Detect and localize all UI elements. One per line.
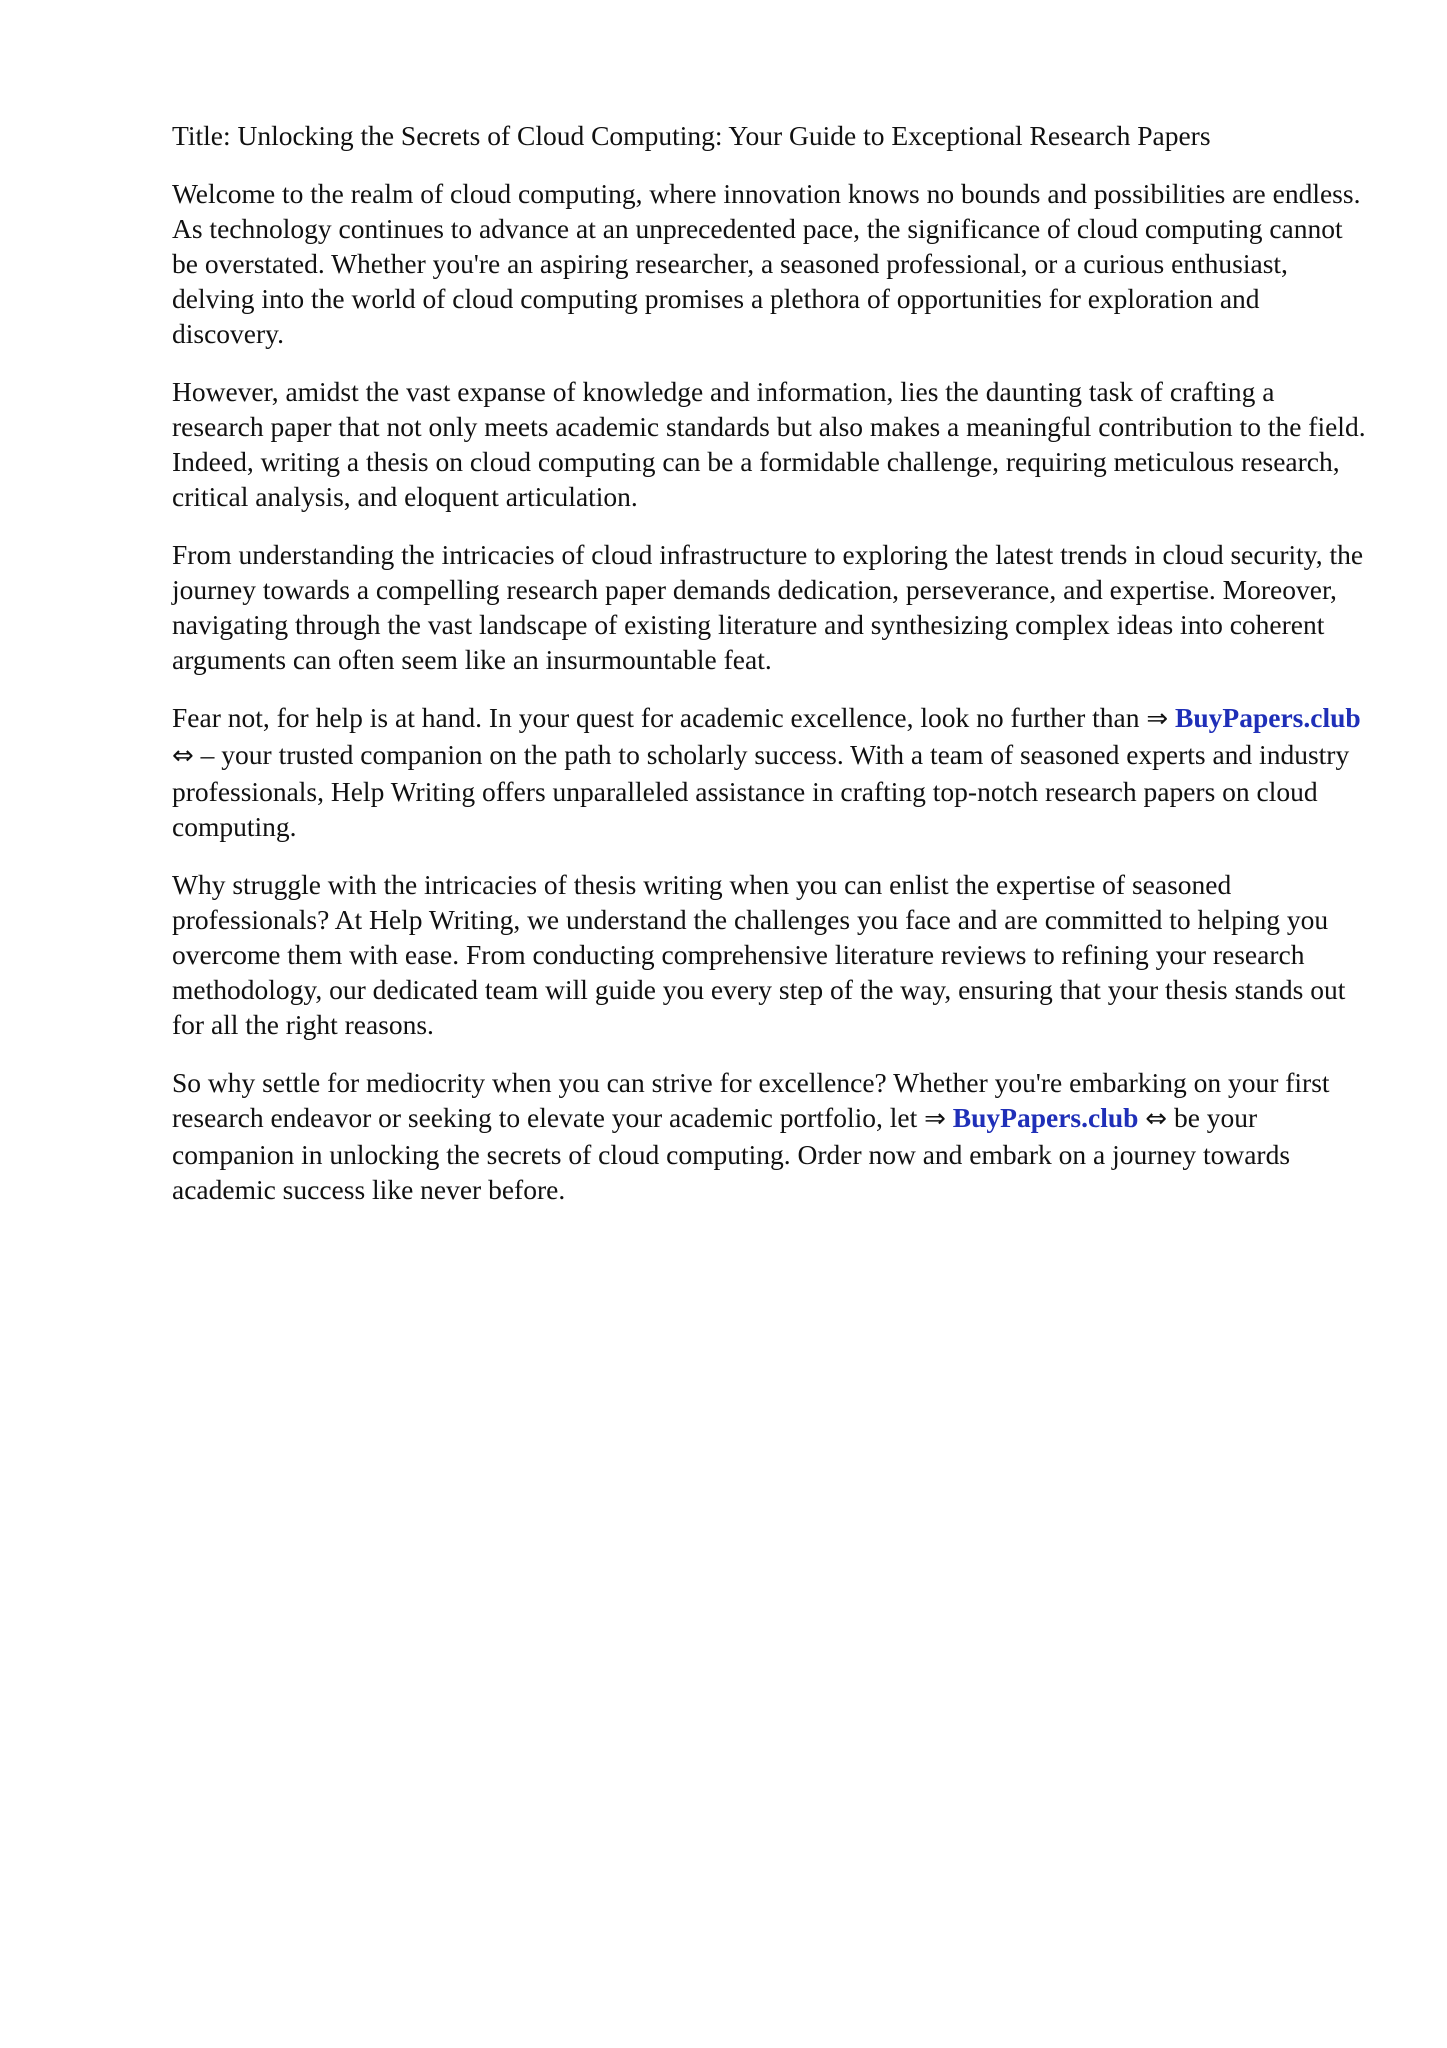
paragraph-closing — [172, 1065, 1372, 1207]
document-title: Title: Unlocking the Secrets of Cloud Computing: Your Guide to Exceptional Research Papers — [172, 120, 1211, 151]
paragraph-challenge: However, amidst the vast expanse of knowledge and information, lies the daunting task of crafting a research paper that not only meets academic standards but also makes a meaningful contribution to the field. Indeed, writing a thesis on cloud computing can be a formidable challenge, requiring meticulous research, critical analysis, and eloquent articulation. — [172, 376, 1366, 512]
paragraph-closing-text-before: So why settle for mediocrity when you can strive for excellence? Whether you're embarking on your first research endeavor or seeking to elevate your academic portfolio, let — [172, 1067, 1330, 1133]
double-arrow-icon: ⇔ — [1145, 1104, 1168, 1134]
buypapers-link[interactable]: BuyPapers.club — [1175, 702, 1361, 733]
paragraph-intro: Welcome to the realm of cloud computing, where innovation knows no bounds and possibilities are endless. As technology continues to advance at an unprecedented pace, the significance of cloud computing cannot be overstated. Whether you're an aspiring researcher, a seasoned professional, or a curious enthusiast, delving into the world of cloud computing promises a plethora of opportunities for exploration and discovery. — [172, 178, 1361, 349]
paragraph-help-text-after: – your trusted companion on the path to scholarly success. With a team of seasoned experts and industry professionals, Help Writing offers unparalleled assistance in crafting top-notch research papers on cloud computing. — [172, 739, 1350, 842]
buypapers-link[interactable]: BuyPapers.club — [952, 1102, 1139, 1133]
paragraph-closing-text-after: be your companion in unlocking the secrets of cloud computing. Order now and embark on a journey towards academic success like never before. — [172, 1102, 1291, 1205]
paragraph-help-text-before: Fear not, for help is at hand. In your quest for academic excellence, look no further than — [172, 702, 1147, 733]
right-arrow-icon: ⇒ — [924, 1104, 946, 1134]
right-arrow-icon: ⇒ — [1146, 704, 1169, 734]
document-page — [172, 118, 1372, 1230]
paragraph-why: Why struggle with the intricacies of thesis writing when you can enlist the expertise of seasoned professionals? At Help Writing, we understand the challenges you face and are committed to helping you overcome them with ease. From conducting comprehensive literature reviews to refining your research methodology, our dedicated team will guide you every step of the way, ensuring that your thesis stands out for all the right reasons. — [172, 869, 1346, 1040]
double-arrow-icon: ⇔ — [172, 741, 194, 771]
paragraph-journey: From understanding the intricacies of cloud infrastructure to exploring the latest trends in cloud security, the journey towards a compelling research paper demands dedication, perseverance, and expertise. Moreover, navigating through the vast landscape of existing literature and synthesizing complex ideas into coherent arguments can often seem like an insurmountable feat. — [172, 539, 1364, 675]
paragraph-help — [172, 700, 1372, 844]
